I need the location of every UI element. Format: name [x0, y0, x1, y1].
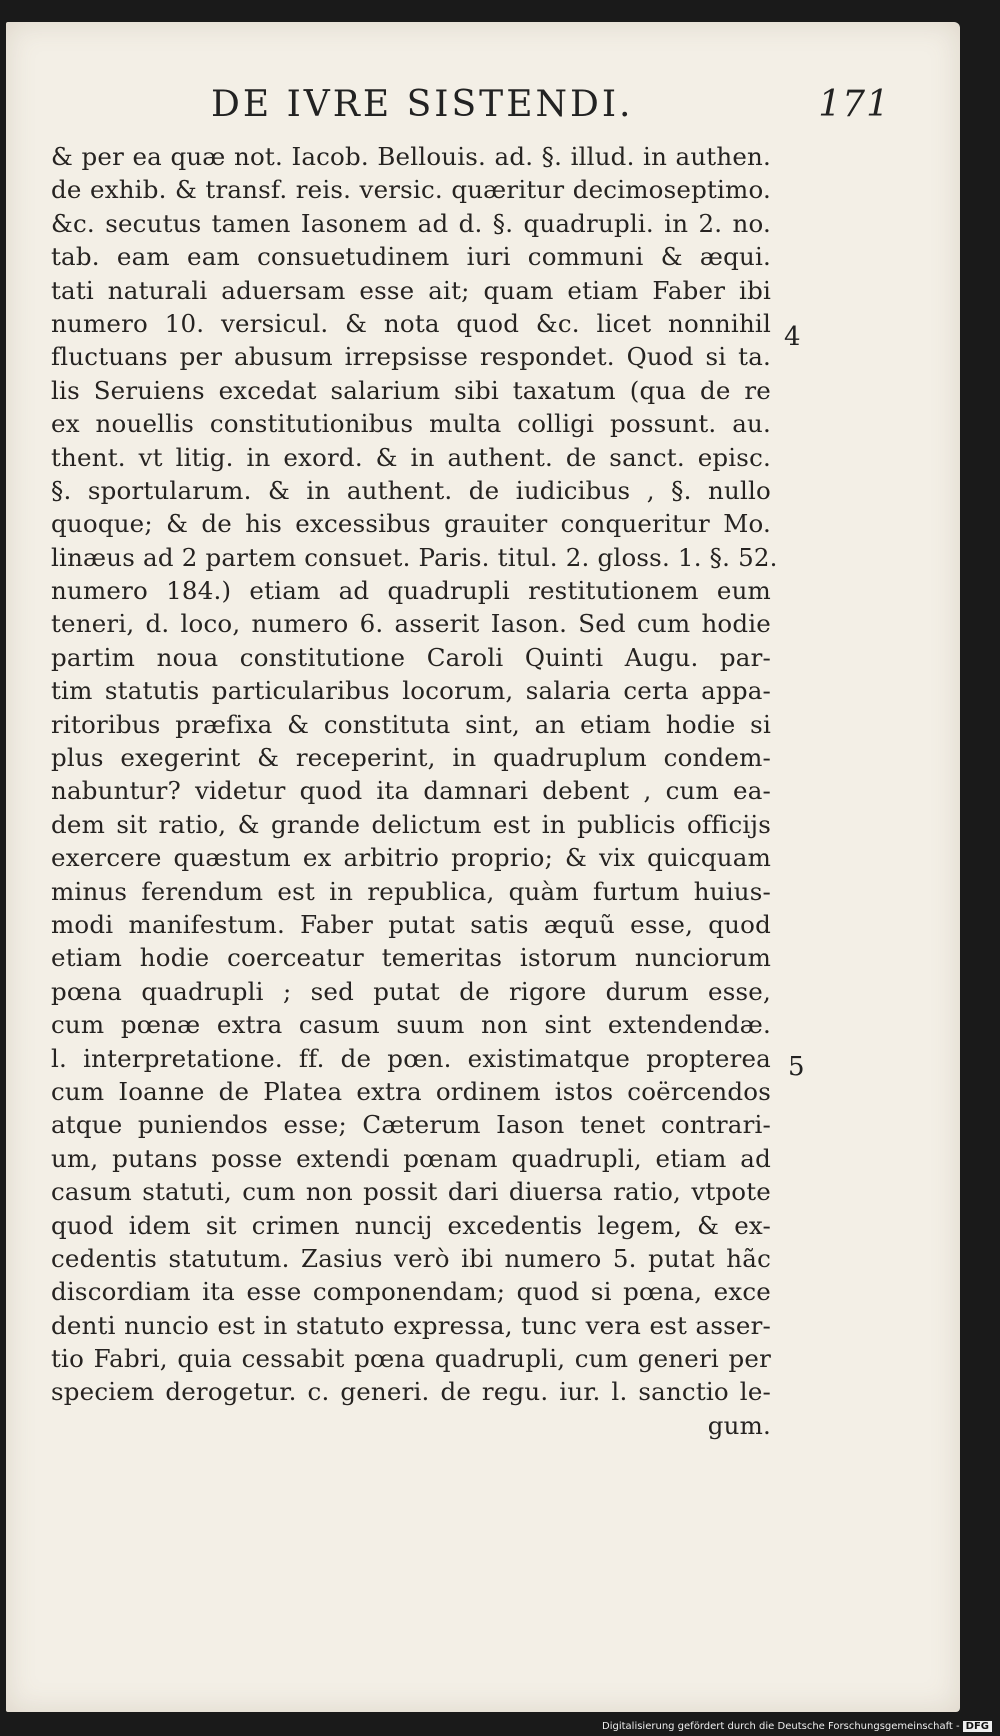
text-line: teneri, d. loco, numero 6. asserit Iason. Sed cum hodie — [51, 609, 771, 639]
text-line: dem sit ratio, & grande delictum est in publicis officijs — [51, 809, 771, 839]
text-line: linæus ad 2 partem consuet. Paris. titul. 2. gloss. 1. §. 52. — [51, 542, 778, 572]
header-title: DE IVRE SISTENDI. — [211, 84, 634, 125]
text-line: §. sportularum. & in authent. de iudicibus , §. nullo — [51, 475, 771, 505]
text-line: minus ferendum est in republica, quàm furtum huius- — [51, 876, 771, 906]
text-line: ritoribus præfixa & constituta sint, an etiam hodie si — [51, 709, 771, 739]
text-line: discordiam ita esse componendam; quod si pœna, exce — [51, 1277, 771, 1307]
text-line: quod idem sit crimen nuncij excedentis legem, & ex- — [51, 1210, 771, 1240]
text-line: denti nuncio est in statuto expressa, tunc vera est asser- — [51, 1310, 771, 1340]
marginal-note-5: 5 — [788, 1052, 805, 1082]
credit-text: Digitalisierung gefördert durch die Deutsche Forschungsgemeinschaft - — [602, 1721, 960, 1732]
text-line: speciem derogetur. c. generi. de regu. iur. l. sanctio le- — [51, 1377, 771, 1407]
text-line: etiam hodie coerceatur temeritas istorum nunciorum — [51, 943, 771, 973]
text-line: atque puniendos esse; Cæterum Iason tenet contrari- — [51, 1110, 771, 1140]
body-text — [51, 140, 778, 1442]
text-line: tab. eam eam consuetudinem iuri communi & æqui. — [51, 242, 771, 272]
book-page — [6, 22, 960, 1712]
text-line: tati naturali aduersam esse ait; quam etiam Faber ibi — [51, 275, 771, 305]
text-line: thent. vt litig. in exord. & in authent. de sanct. episc. — [51, 442, 771, 472]
text-line: numero 184.) etiam ad quadrupli restitutionem eum — [51, 576, 771, 606]
text-line: exercere quæstum ex arbitrio proprio; & vix quicquam — [51, 843, 771, 873]
text-line: & per ea quæ not. Iacob. Bellouis. ad. §. illud. in authen. — [51, 142, 771, 171]
text-line: pœna quadrupli ; sed putat de rigore durum esse, — [51, 976, 771, 1006]
text-line: gum. — [707, 1410, 771, 1440]
text-line: cum Ioanne de Platea extra ordinem istos coërcendos — [51, 1076, 771, 1106]
text-line: um, putans posse extendi pœnam quadrupli, etiam ad — [51, 1143, 771, 1173]
marginal-note-4: 4 — [784, 322, 801, 352]
text-line: nabuntur? videtur quod ita damnari debent , cum ea- — [51, 776, 771, 806]
text-line: plus exegerint & receperint, in quadruplum condem- — [51, 743, 771, 773]
text-line: &c. secutus tamen Iasonem ad d. §. quadrupli. in 2. no. — [51, 208, 771, 238]
text-line: quoque; & de his excessibus grauiter conqueritur Mo. — [51, 509, 771, 539]
page-number: 171 — [818, 84, 890, 125]
text-line: lis Seruiens excedat salarium sibi taxatum (qua de re — [51, 375, 771, 405]
text-line: tio Fabri, quia cessabit pœna quadrupli, cum generi per — [51, 1344, 771, 1374]
text-line: l. interpretatione. ff. de pœn. existimatque propterea — [51, 1043, 771, 1073]
text-line: ex nouellis constitutionibus multa colligi possunt. au. — [51, 409, 771, 439]
digitization-credit — [602, 1721, 992, 1732]
dfg-logo: DFG — [963, 1721, 992, 1732]
text-line: fluctuans per abusum irrepsisse respondet. Quod si ta. — [51, 342, 771, 372]
text-line: cedentis statutum. Zasius verò ibi numero 5. putat hãc — [51, 1243, 771, 1273]
text-line: casum statuti, cum non possit dari diuersa ratio, vtpote — [51, 1177, 771, 1207]
text-line: modi manifestum. Faber putat satis æquũ esse, quod — [51, 909, 771, 939]
text-line: partim noua constitutione Caroli Quinti Augu. par- — [51, 642, 771, 672]
text-line: cum pœnæ extra casum suum non sint extendendæ. — [51, 1010, 771, 1040]
text-line: de exhib. & transf. reis. versic. quæritur decimoseptimo. — [51, 175, 771, 205]
text-line: numero 10. versicul. & nota quod &c. licet nonnihil — [51, 308, 771, 338]
text-line: tim statutis particularibus locorum, salaria certa appa- — [51, 676, 771, 706]
